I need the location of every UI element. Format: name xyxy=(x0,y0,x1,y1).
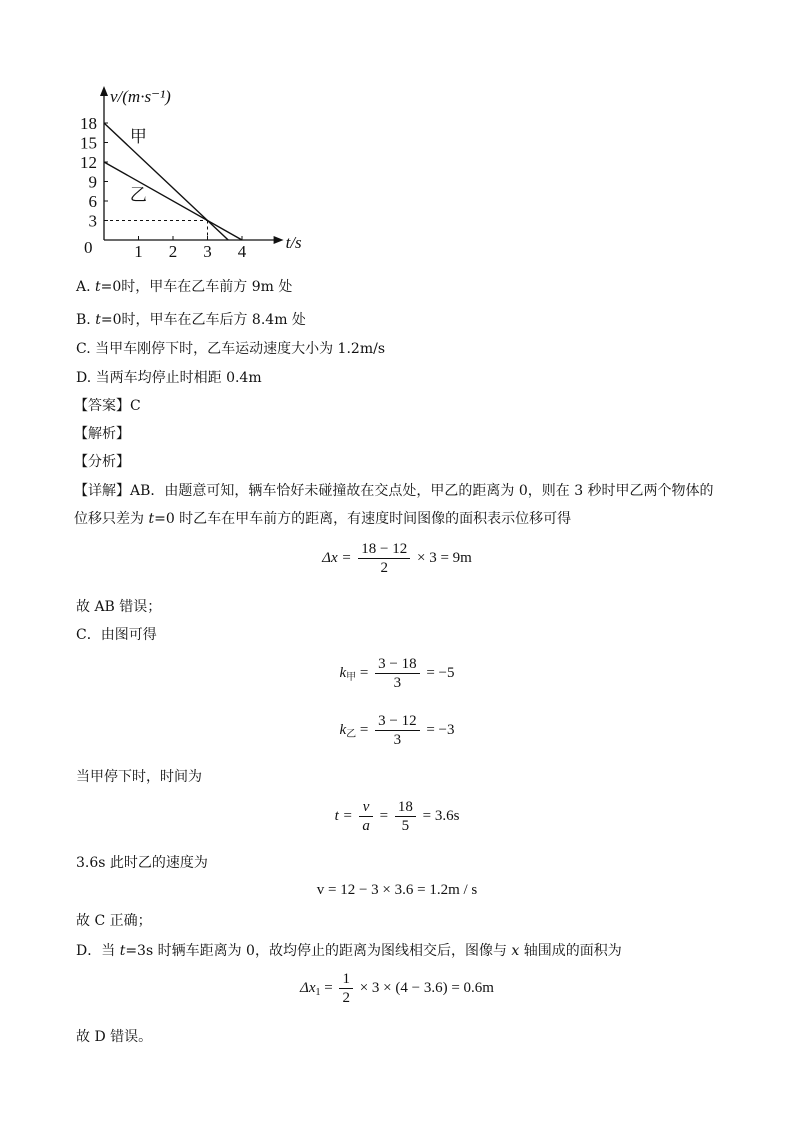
d-analysis-text: D．当 t=3s 时辆车距离为 0，故均停止的距离为图线相交后，图像与 x 轴围成的面积为 xyxy=(76,943,622,959)
fenxi-label: 【分析】 xyxy=(74,454,130,470)
stop-time-text: 当甲停下时，时间为 xyxy=(76,769,202,785)
x-tick-label: 4 xyxy=(237,242,247,261)
equation-k-jia: $k_甲$ = $\frac{3 - 18}{3}$ = −5 xyxy=(339,656,455,691)
equation-delta-x1: $\Delta x_1$ = $\frac{1}{2}$ × 3 × (4 − 3.6) = 0.6m xyxy=(300,971,494,1006)
option-b: B. t=0时，甲车在乙车后方 8.4m 处 xyxy=(76,312,306,328)
equation-speed: v = 12 − 3 × 3.6 = 1.2m / s xyxy=(316,882,478,898)
y-tick-label: 9 xyxy=(88,172,97,192)
y-tick-label: 3 xyxy=(88,211,97,231)
option-d: D. 当两车均停止时相距 0.4m xyxy=(76,370,262,386)
y-tick-label: 6 xyxy=(88,192,97,211)
x-tick-label: 3 xyxy=(203,242,212,261)
series-label-yi: 乙 xyxy=(129,185,147,205)
y-tick-label: 12 xyxy=(80,153,97,172)
x-axis-arrow xyxy=(274,236,284,244)
velocity-time-graph xyxy=(70,80,300,270)
y-tick-label: 18 xyxy=(80,114,97,133)
answer-label: 【答案】C xyxy=(74,398,141,414)
series-label-jia: 甲 xyxy=(129,127,147,146)
x-tick-label: 2 xyxy=(168,242,178,261)
y-axis-arrow xyxy=(100,86,108,96)
detail-paragraph: 【详解】AB．由题意可知，辆车恰好未碰撞故在交点处，甲乙的距离为 0，则在 3 秒时甲乙两个物体的位移只差为 t=0 时乙车在甲车前方的距离，有速度时间图像的面积表示位移可得 xyxy=(74,483,714,527)
c-right-text: 故 C 正确； xyxy=(76,913,152,929)
y-tick-label: 15 xyxy=(80,133,97,153)
origin-label: 0 xyxy=(84,238,93,257)
ab-wrong-text: 故 AB 错误； xyxy=(76,599,162,615)
analysis-label: 【解析】 xyxy=(74,426,130,442)
option-a: A. t=0时，甲车在乙车前方 9m 处 xyxy=(76,279,293,295)
d-wrong-text: 故 D 错误。 xyxy=(76,1029,153,1045)
speed-text: 3.6s 此时乙的速度为 xyxy=(76,855,208,871)
equation-k-yi: $k_乙$ = $\frac{3 - 12}{3}$ = −3 xyxy=(339,713,455,748)
x-axis-label: t/s xyxy=(285,233,302,252)
equation-stop-time: t = $\frac{v}{a}$ = $\frac{18}{5}$ = 3.6s xyxy=(334,799,460,834)
option-c: C. 当甲车刚停下时，乙车运动速度大小为 1.2m/s xyxy=(76,341,386,357)
y-axis-label: v/(m·s⁻¹) xyxy=(110,87,171,106)
c-intro-text: C．由图可得 xyxy=(76,627,157,643)
series-line-yi xyxy=(104,162,242,240)
equation-delta-x: Δx = $\frac{18 - 12}{2}$ × 3 = 9m xyxy=(322,541,472,576)
x-tick-label: 1 xyxy=(134,242,143,261)
